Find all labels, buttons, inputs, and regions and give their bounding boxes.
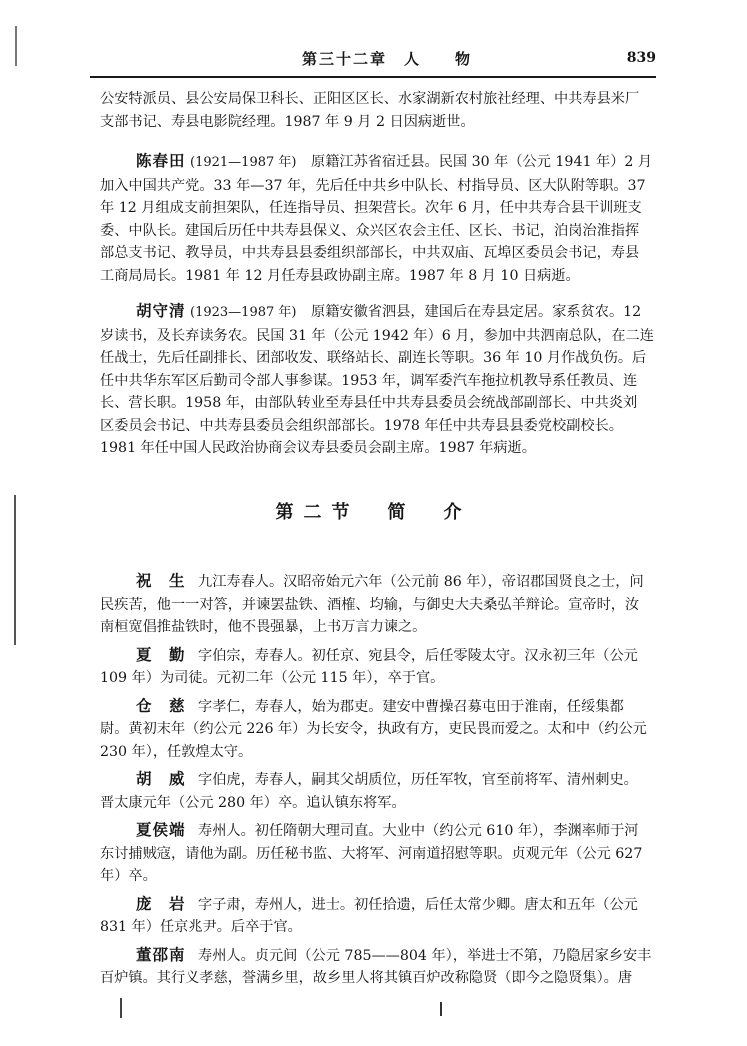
text-line: 东讨捕贼寇，请他为副。历任秘书监、大将军、河南道招慰等职。贞观元年（公元 627 [100,845,643,862]
text-line: 原籍江苏省宿迁县。民国 30 年（公元 1941 年）2 月 [311,154,653,170]
biography-chen-chuntian [100,150,656,287]
text-line: 岁读书，及长弃读务农。民国 31 年（公元 1942 年）6 月，参加中共泗南总队，在二连 [100,327,654,344]
text-line: 民疾苦，他一一对答，并谏罢盐铁、酒榷、均输，与御史大夫桑弘羊辩论。宣帝时，汝 [100,596,640,613]
scan-edge-mark [120,998,122,1018]
text-line: 九江寿春人。汉昭帝始元六年（公元前 86 年），帝诏郡国贤良之士，问 [198,574,644,590]
text-line: 字子肃，寿州人，进士。初任拾遗，后任太常少卿。唐太和五年（公元 [198,896,638,913]
text-line: 工商局局长。1981 年 12 月任寿县政协副主席。1987 年 8 月 10 日病逝。 [100,267,580,284]
text-line: 部总支书记、教导员，中共寿县县委组织部部长，中共双庙、瓦埠区委员会书记，寿县 [100,245,640,261]
text-line: 南桓宽倡推盐铁时，他不畏强暴，上书万言力谏之。 [100,619,427,635]
person-name: 祝 生 [136,572,186,590]
list-item [100,570,656,639]
biography-hu-shouqing [100,300,656,460]
text-line: 公安特派员、县公安局保卫科长、正阳区区长、水家湖新农村旅社经理、中共寿县米厂 [100,91,640,107]
scan-edge-mark [14,495,16,645]
list-item [100,644,656,690]
text-line: 1981 年任中国人民政治协商会议寿县委员会副主席。1987 年病逝。 [100,440,536,456]
text-line: 字孝仁，寿春人，始为郡吏。建安中曹操召募屯田于淮南，任绥集都 [198,698,624,715]
person-name: 夏 勤 [136,645,186,664]
scan-edge-mark [440,1002,442,1016]
text-line: 晋太康元年（公元 280 年）卒。追认镇东将军。 [100,794,406,811]
page-number: 839 [626,50,656,66]
text-line: 加入中国共产党。33 年—37 年，先后任中共乡中队长、村指导员、区大队附等职。37 [100,177,646,194]
person-name: 庞 岩 [136,894,186,913]
person-name: 夏侯端 [136,821,186,839]
text-line: 任战士，先后任副排长、团部收发、联络站长、副连长等职。36 年 10 月作战负伤。后 [100,350,647,366]
text-line: 寿州人。初任隋朝大理司直。大业中（约公元 610 年），李渊率师于河 [198,823,639,839]
section-title: 第二节 简 介 [275,502,472,523]
text-line: 寿州人。贞元间（公元 785——804 年），举进士不第，乃隐居家乡安丰 [198,947,652,964]
text-line: 区委员会书记、中共寿县委员会组织部部长。1978 年任中共寿县县委党校副校长。 [100,417,623,434]
person-name: 董邵南 [136,945,186,964]
text-line: 支部书记、寿县电影院经理。1987 年 9 月 2 日因病逝世。 [100,113,475,130]
person-years: (1923—1987 年) [190,305,297,320]
page-header [90,42,656,78]
person-name: 仓 慈 [136,696,186,715]
text-line: 字伯宗，寿春人。初任京、宛县令，后任零陵太守。汉永初三年（公元 [198,647,638,664]
text-line: 任中共华东军区后勤司令部人事参谋。1953 年，调军委汽车拖拉机教导系任教员、连 [100,372,638,389]
list-item [100,893,656,939]
person-name: 陈春田 [136,152,186,170]
text-line: 字伯虎，寿春人，嗣其父胡质位，历任军牧，官至前将军、清州刺史。 [198,772,638,788]
text-line: 年）卒。 [100,868,157,884]
list-item [100,819,656,888]
entries-list [100,570,656,995]
continuation-paragraph [100,88,656,133]
text-line: 831 年）任京兆尹。后卒于官。 [100,919,302,935]
list-item [100,695,656,764]
text-line: 年 12 月组成支前担架队，任连指导员、担架营长。次年 6 月，任中共寿合县干训班支 [100,200,642,216]
text-line: 原籍安徽省泗县，建国后在寿县定居。家系贫农。12 [311,304,642,320]
person-name: 胡守清 [136,302,186,320]
text-line: 委、中队长。建国后历任中共寿县保义、众兴区农会主任、区长、书记，泊岗治淮指挥 [100,222,640,239]
scan-edge-mark [15,26,17,66]
text-line: 尉。黄初末年（约公元 226 年）为长安令，执政有方，吏民畏而爱之。太和中（约公元 [100,721,647,737]
person-years: (1921—1987 年) [190,155,297,170]
person-name: 胡 威 [136,770,186,788]
text-line: 长、营长职。1958 年，由部队转业至寿县任中共寿县委员会统战部副部长、中共炎刘 [100,395,638,411]
list-item [100,944,656,990]
text-line: 230 年），任敦煌太守。 [100,743,253,760]
list-item [100,768,656,814]
chapter-title: 第三十二章 人 物 [302,50,473,68]
text-line: 百炉镇。其行义孝慈，誉满乡里，故乡里人将其镇百炉改称隐贤（即今之隐贤集）。唐 [100,970,633,986]
text-line: 109 年）为司徒。元初二年（公元 115 年），卒于官。 [100,670,445,686]
